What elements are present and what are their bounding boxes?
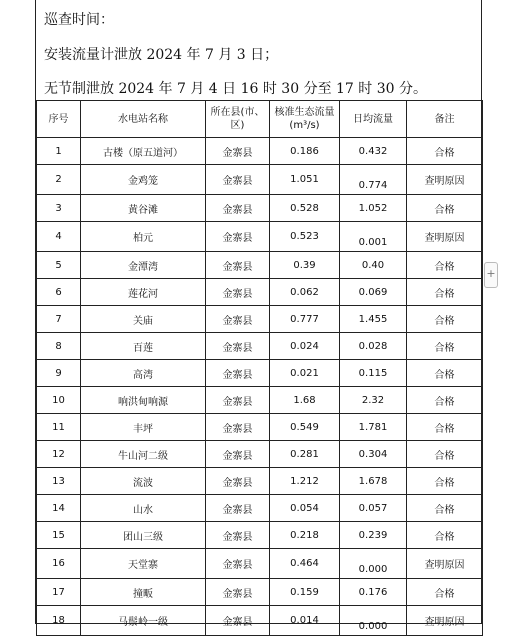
table-row bbox=[37, 333, 483, 360]
table-row bbox=[37, 414, 483, 441]
approved-flow: 0.39 bbox=[270, 252, 340, 279]
note: 合格 bbox=[407, 138, 483, 165]
daily-flow: 0.028 bbox=[340, 333, 407, 360]
uncontrolled-discharge-period: 无节制泄放 2024 年 7 月 4 日 16 时 30 分至 17 时 30 分。 bbox=[44, 81, 428, 97]
table-row bbox=[37, 360, 483, 387]
table-row bbox=[37, 222, 483, 252]
row-no: 17 bbox=[37, 579, 81, 606]
station-name: 团山三级 bbox=[81, 522, 206, 549]
approved-flow: 0.523 bbox=[270, 222, 340, 252]
county: 金寨县 bbox=[206, 414, 270, 441]
daily-flow: 0.40 bbox=[340, 252, 407, 279]
table-row bbox=[37, 522, 483, 549]
note: 合格 bbox=[407, 360, 483, 387]
daily-flow: 0.000 bbox=[340, 606, 407, 636]
daily-flow: 1.052 bbox=[340, 195, 407, 222]
table-row bbox=[37, 279, 483, 306]
row-no: 2 bbox=[37, 165, 81, 195]
note: 查明原因 bbox=[407, 222, 483, 252]
note: 查明原因 bbox=[407, 549, 483, 579]
note: 合格 bbox=[407, 333, 483, 360]
table-row bbox=[37, 549, 483, 579]
station-name: 百莲 bbox=[81, 333, 206, 360]
daily-flow: 0.432 bbox=[340, 138, 407, 165]
daily-flow: 0.000 bbox=[340, 549, 407, 579]
row-no: 14 bbox=[37, 495, 81, 522]
inspection-time-label: 巡查时间： bbox=[44, 12, 114, 28]
daily-flow: 0.304 bbox=[340, 441, 407, 468]
approved-flow: 0.777 bbox=[270, 306, 340, 333]
header-daily-flow: 日均流量 bbox=[340, 101, 407, 138]
county: 金寨县 bbox=[206, 360, 270, 387]
table-row bbox=[37, 138, 483, 165]
station-name: 流波 bbox=[81, 468, 206, 495]
hydropower-flow-table bbox=[36, 100, 483, 636]
station-name: 莲花河 bbox=[81, 279, 206, 306]
county: 金寨县 bbox=[206, 138, 270, 165]
row-no: 15 bbox=[37, 522, 81, 549]
row-no: 7 bbox=[37, 306, 81, 333]
row-no: 5 bbox=[37, 252, 81, 279]
row-no: 13 bbox=[37, 468, 81, 495]
county: 金寨县 bbox=[206, 441, 270, 468]
add-handle-icon[interactable]: + bbox=[484, 262, 498, 288]
county: 金寨县 bbox=[206, 222, 270, 252]
county: 金寨县 bbox=[206, 252, 270, 279]
header-no: 序号 bbox=[37, 101, 81, 138]
table-row bbox=[37, 306, 483, 333]
header-county: 所在县(市、区) bbox=[206, 101, 270, 138]
county: 金寨县 bbox=[206, 387, 270, 414]
note: 查明原因 bbox=[407, 165, 483, 195]
daily-flow: 1.781 bbox=[340, 414, 407, 441]
approved-flow: 0.014 bbox=[270, 606, 340, 636]
county: 金寨县 bbox=[206, 495, 270, 522]
row-no: 11 bbox=[37, 414, 81, 441]
approved-flow: 0.549 bbox=[270, 414, 340, 441]
station-name: 黄谷滩 bbox=[81, 195, 206, 222]
row-no: 10 bbox=[37, 387, 81, 414]
table-row bbox=[37, 468, 483, 495]
row-no: 9 bbox=[37, 360, 81, 387]
approved-flow: 0.281 bbox=[270, 441, 340, 468]
row-no: 3 bbox=[37, 195, 81, 222]
row-no: 16 bbox=[37, 549, 81, 579]
approved-flow: 1.212 bbox=[270, 468, 340, 495]
approved-flow: 0.062 bbox=[270, 279, 340, 306]
station-name: 丰坪 bbox=[81, 414, 206, 441]
table-header-row bbox=[37, 101, 483, 138]
station-name: 响洪甸响源 bbox=[81, 387, 206, 414]
row-no: 18 bbox=[37, 606, 81, 636]
approved-flow: 1.68 bbox=[270, 387, 340, 414]
station-name: 关庙 bbox=[81, 306, 206, 333]
daily-flow: 0.239 bbox=[340, 522, 407, 549]
header-station-name: 水电站名称 bbox=[81, 101, 206, 138]
table-row bbox=[37, 579, 483, 606]
county: 金寨县 bbox=[206, 522, 270, 549]
note: 合格 bbox=[407, 387, 483, 414]
table-row bbox=[37, 252, 483, 279]
header-approved-flow: 核准生态流量(m³/s) bbox=[270, 101, 340, 138]
county: 金寨县 bbox=[206, 333, 270, 360]
county: 金寨县 bbox=[206, 606, 270, 636]
note: 合格 bbox=[407, 306, 483, 333]
station-name: 金鸡笼 bbox=[81, 165, 206, 195]
station-name: 天堂寨 bbox=[81, 549, 206, 579]
approved-flow: 0.218 bbox=[270, 522, 340, 549]
approved-flow: 0.186 bbox=[270, 138, 340, 165]
note: 合格 bbox=[407, 522, 483, 549]
note: 合格 bbox=[407, 279, 483, 306]
row-no: 8 bbox=[37, 333, 81, 360]
row-no: 1 bbox=[37, 138, 81, 165]
table-row bbox=[37, 441, 483, 468]
station-name: 山水 bbox=[81, 495, 206, 522]
note: 合格 bbox=[407, 468, 483, 495]
table-row bbox=[37, 606, 483, 636]
station-name: 撞畈 bbox=[81, 579, 206, 606]
station-name: 柏元 bbox=[81, 222, 206, 252]
daily-flow: 1.678 bbox=[340, 468, 407, 495]
note: 合格 bbox=[407, 579, 483, 606]
row-no: 4 bbox=[37, 222, 81, 252]
table-row bbox=[37, 495, 483, 522]
county: 金寨县 bbox=[206, 279, 270, 306]
daily-flow: 0.069 bbox=[340, 279, 407, 306]
row-no: 12 bbox=[37, 441, 81, 468]
approved-flow: 0.024 bbox=[270, 333, 340, 360]
daily-flow: 0.115 bbox=[340, 360, 407, 387]
county: 金寨县 bbox=[206, 165, 270, 195]
station-name: 金潭湾 bbox=[81, 252, 206, 279]
approved-flow: 0.021 bbox=[270, 360, 340, 387]
note: 合格 bbox=[407, 414, 483, 441]
note: 合格 bbox=[407, 195, 483, 222]
daily-flow: 2.32 bbox=[340, 387, 407, 414]
document-page bbox=[35, 0, 482, 632]
approved-flow: 0.159 bbox=[270, 579, 340, 606]
station-name: 高湾 bbox=[81, 360, 206, 387]
note: 合格 bbox=[407, 495, 483, 522]
county: 金寨县 bbox=[206, 579, 270, 606]
note: 查明原因 bbox=[407, 606, 483, 636]
station-name: 马鬃岭一级 bbox=[81, 606, 206, 636]
station-name: 古楼（原五道河） bbox=[81, 138, 206, 165]
approved-flow: 0.054 bbox=[270, 495, 340, 522]
daily-flow: 0.057 bbox=[340, 495, 407, 522]
row-no: 6 bbox=[37, 279, 81, 306]
header-note: 备注 bbox=[407, 101, 483, 138]
county: 金寨县 bbox=[206, 468, 270, 495]
approved-flow: 1.051 bbox=[270, 165, 340, 195]
metered-discharge-date: 安装流量计泄放 2024 年 7 月 3 日； bbox=[44, 47, 279, 63]
county: 金寨县 bbox=[206, 306, 270, 333]
table-row bbox=[37, 195, 483, 222]
daily-flow: 0.176 bbox=[340, 579, 407, 606]
table-row bbox=[37, 165, 483, 195]
county: 金寨县 bbox=[206, 549, 270, 579]
approved-flow: 0.464 bbox=[270, 549, 340, 579]
station-name: 牛山河二级 bbox=[81, 441, 206, 468]
daily-flow: 0.774 bbox=[340, 165, 407, 195]
daily-flow: 0.001 bbox=[340, 222, 407, 252]
note: 合格 bbox=[407, 252, 483, 279]
county: 金寨县 bbox=[206, 195, 270, 222]
note: 合格 bbox=[407, 441, 483, 468]
daily-flow: 1.455 bbox=[340, 306, 407, 333]
approved-flow: 0.528 bbox=[270, 195, 340, 222]
table-row bbox=[37, 387, 483, 414]
